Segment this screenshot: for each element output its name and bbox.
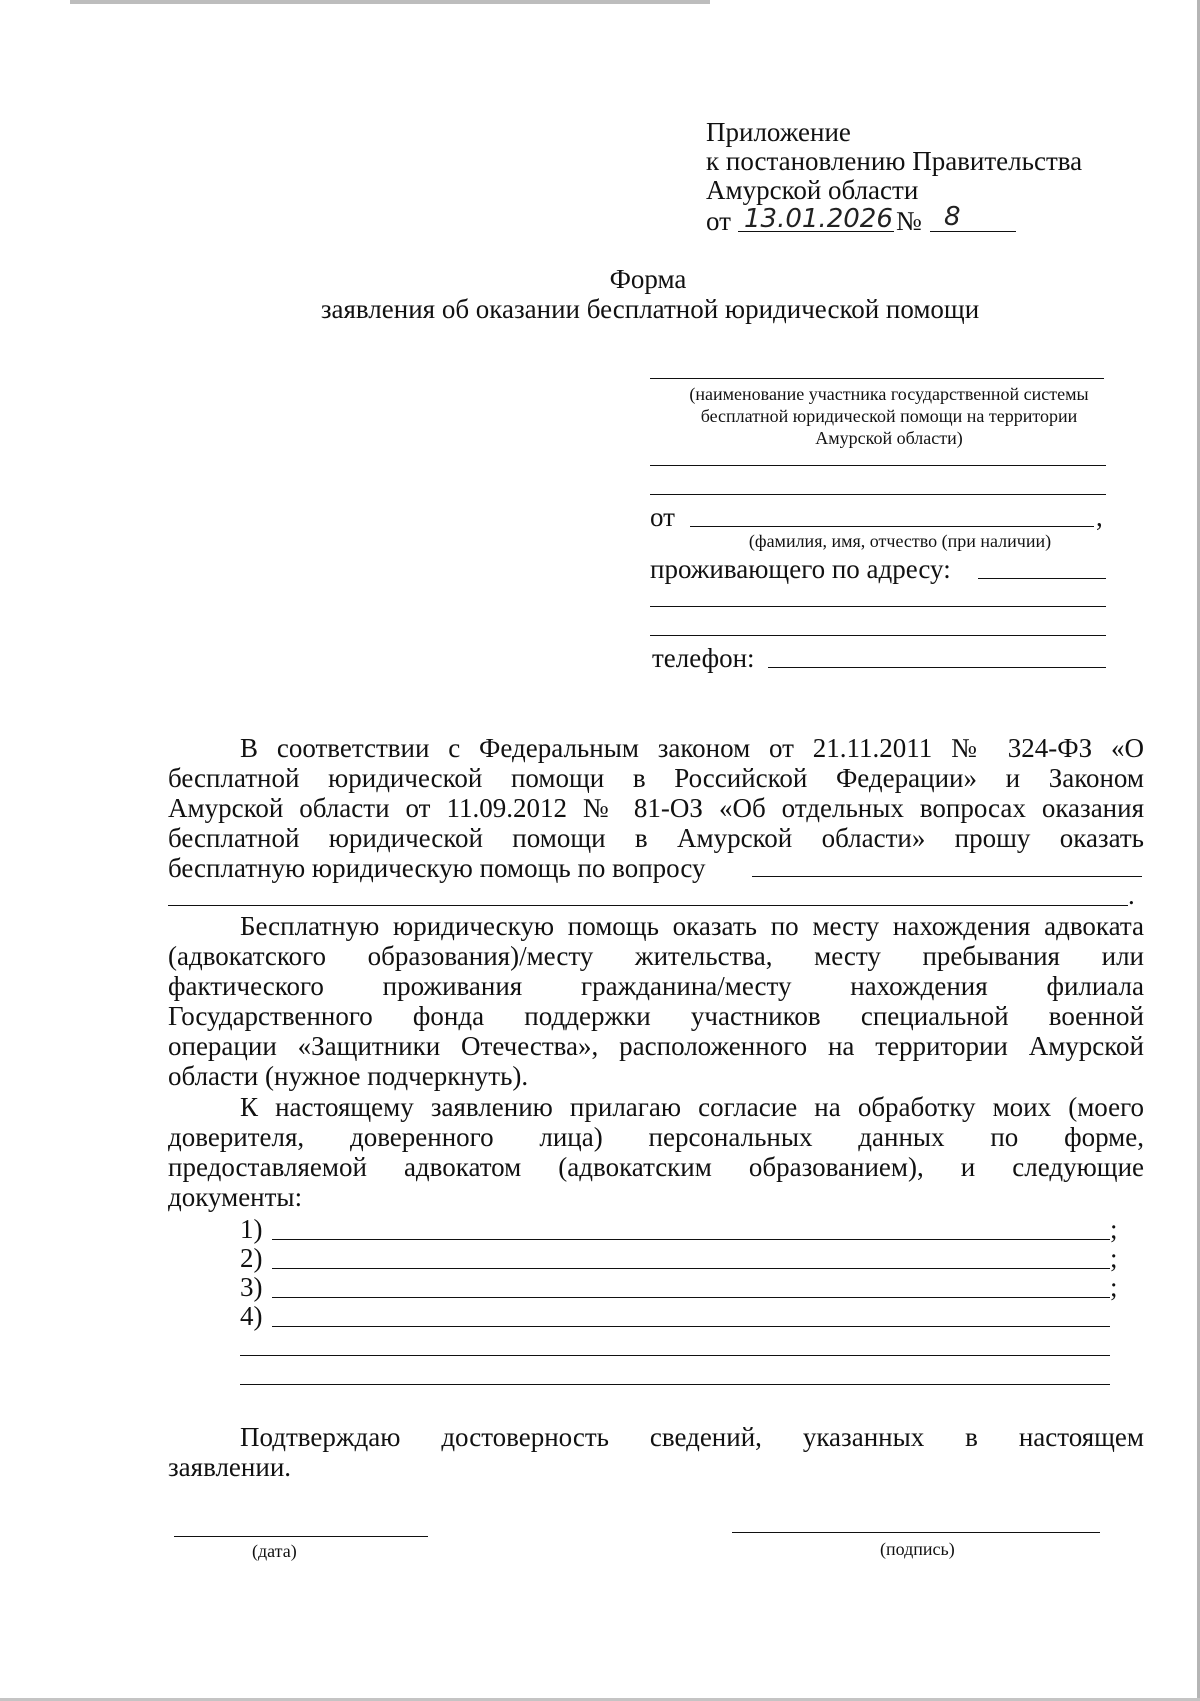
addressee-caption-1: (наименование участника государственной системы	[689, 384, 1089, 404]
addressee-line-2	[650, 465, 1106, 466]
paragraph-request	[168, 733, 1144, 883]
phone-field-line[interactable]	[768, 667, 1106, 668]
p3-line-3: предоставляемой адвокатом (адвокатским образованием), и следующие	[168, 1152, 1144, 1182]
attachment-item-2-number: 2)	[240, 1243, 263, 1273]
address-label: проживающего по адресу:	[650, 554, 951, 584]
p1-line-3: Амурской области от 11.09.2012 № 81-ОЗ «Об отдельных вопросах оказания	[168, 793, 1144, 823]
attachment-item-3-field[interactable]	[272, 1297, 1110, 1298]
p2-line-4: Государственного фонда поддержки участников специальной военной	[168, 1001, 1144, 1031]
appendix-resolution: к постановлению Правительства	[706, 146, 1083, 176]
address-field-line-3[interactable]	[650, 635, 1106, 636]
appendix-date-handwritten: 13.01.2026	[744, 204, 893, 234]
p2-line-5: операции «Защитники Отечества», расположенного на территории Амурской	[168, 1031, 1144, 1061]
from-name-field-line[interactable]	[690, 526, 1094, 527]
appendix-label: Приложение	[706, 117, 851, 147]
from-comma: ,	[1096, 502, 1103, 532]
addressee-caption-3: Амурской области)	[815, 428, 963, 448]
appendix-region: Амурской области	[706, 175, 919, 205]
attachment-extra-line-2[interactable]	[240, 1384, 1110, 1385]
phone-label: телефон:	[652, 643, 755, 673]
attachment-item-2-end: ;	[1110, 1243, 1118, 1273]
p4-line-1: Подтверждаю достоверность сведений, указанных в настоящем	[240, 1422, 1144, 1452]
question-field-line-1[interactable]	[752, 876, 1142, 877]
p3-line-2: доверителя, доверенного лица) персональных данных по форме,	[168, 1122, 1144, 1152]
appendix-number-handwritten: 8	[944, 202, 961, 232]
question-field-line-2[interactable]	[168, 905, 1128, 906]
addressee-line-1	[650, 378, 1104, 379]
p3-line-1: К настоящему заявлению прилагаю согласие на обработку моих (моего	[240, 1092, 1144, 1122]
attachment-item-4-number: 4)	[240, 1301, 263, 1331]
appendix-number-label: №	[896, 206, 922, 236]
p1-line-1: В соответствии с Федеральным законом от 21.11.2011 № 324-ФЗ «О	[240, 733, 1144, 763]
signature-field-line[interactable]	[732, 1532, 1100, 1533]
address-field-line-1[interactable]	[978, 578, 1106, 579]
p1-line-5: бесплатную юридическую помощь по вопросу	[168, 853, 706, 883]
attachment-item-3-end: ;	[1110, 1272, 1118, 1302]
p1-line-4: бесплатной юридической помощи в Амурской области» прошу оказать	[168, 823, 1144, 853]
date-field-line[interactable]	[174, 1536, 428, 1537]
paragraph-location	[168, 911, 1144, 1091]
attachment-item-1-field[interactable]	[272, 1239, 1110, 1240]
p2-line-2: (адвокатского образования)/месту жительства, месту пребывания или	[168, 941, 1144, 971]
paragraph-confirmation	[168, 1422, 1144, 1482]
p2-line-6: области (нужное подчеркнуть).	[168, 1061, 529, 1091]
scan-top-artifact	[70, 0, 710, 4]
p4-line-2: заявлении.	[168, 1452, 292, 1482]
attachment-item-1-number: 1)	[240, 1214, 263, 1244]
paragraph-attachments	[168, 1092, 1144, 1212]
p2-line-3: фактического проживания гражданина/месту нахождения филиала	[168, 971, 1144, 1001]
attachment-item-3-number: 3)	[240, 1272, 263, 1302]
attachment-item-4-field[interactable]	[272, 1326, 1110, 1327]
attachment-extra-line-1[interactable]	[240, 1355, 1110, 1356]
p2-line-1: Бесплатную юридическую помощь оказать по месту нахождения адвоката	[240, 911, 1144, 941]
addressee-line-3	[650, 494, 1106, 495]
date-caption: (дата)	[252, 1541, 297, 1561]
appendix-number-underline	[930, 231, 1016, 232]
form-subtitle: заявления об оказании бесплатной юридической помощи	[320, 294, 980, 324]
from-label: от	[650, 502, 675, 532]
signature-caption: (подпись)	[880, 1539, 955, 1559]
p3-line-4: документы:	[168, 1182, 303, 1212]
form-title: Форма	[609, 264, 687, 294]
appendix-from-label: от	[706, 206, 731, 236]
fio-caption: (фамилия, имя, отчество (при наличии)	[748, 531, 1052, 551]
attachment-item-1-end: ;	[1110, 1214, 1118, 1244]
address-field-line-2[interactable]	[650, 606, 1106, 607]
p1-line-2: бесплатной юридической помощи в Российской Федерации» и Законом	[168, 763, 1144, 793]
attachment-item-2-field[interactable]	[272, 1268, 1110, 1269]
question-period: .	[1128, 880, 1135, 910]
addressee-caption-2: бесплатной юридической помощи на территории	[700, 406, 1078, 426]
